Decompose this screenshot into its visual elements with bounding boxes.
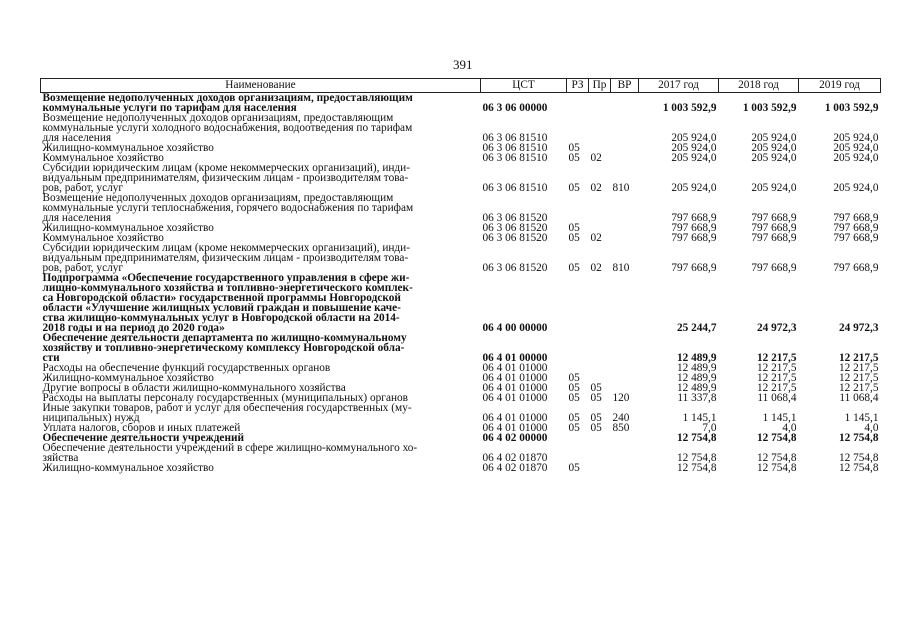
row-value-2017: 12 754,8 — [676, 462, 717, 474]
row-value-2019: 4,0 — [864, 422, 879, 434]
row-pr — [589, 93, 611, 113]
row-value-2019: 797 668,9 — [833, 262, 879, 274]
row-name-line: Возмещение недополученных доходов организациям, предоставляющим — [42, 92, 413, 104]
table-row — [41, 113, 881, 143]
row-value-2017: 12 754,8 — [676, 452, 717, 464]
row-pr — [589, 443, 611, 463]
row-vr — [611, 113, 639, 143]
row-pr — [589, 333, 611, 363]
row-value-2019: 24 972,3 — [838, 322, 879, 334]
budget-table — [40, 78, 881, 473]
row-value-2017: 205 924,0 — [671, 142, 717, 154]
row-value-2017: 1 003 592,9 — [662, 102, 717, 114]
row-name-line: 2018 годы и на период до 2020 года» — [42, 322, 225, 334]
row-name — [41, 193, 481, 223]
row-value-2019: 12 217,5 — [838, 382, 879, 394]
row-value-2018: 1 003 592,9 — [742, 102, 797, 114]
column-header-2018: 2018 год — [719, 79, 799, 93]
row-pr — [589, 433, 611, 443]
row-cst: 06 3 06 81510 — [482, 182, 548, 194]
row-value-2018: 797 668,9 — [751, 222, 797, 234]
row-vr — [611, 193, 639, 223]
row-name-line: ства жилищно-коммунальных услуг в Новгородской области на 2014- — [42, 312, 400, 324]
table-row — [41, 333, 881, 363]
table-row — [41, 243, 881, 273]
row-vr: 810 — [612, 182, 630, 194]
row-pr — [589, 463, 611, 473]
table-body — [41, 93, 881, 474]
row-pr: 02 — [590, 262, 602, 274]
row-name — [41, 403, 481, 423]
row-name — [41, 463, 481, 473]
row-pr: 05 — [590, 412, 602, 424]
row-pr — [589, 113, 611, 143]
column-header-2017: 2017 год — [639, 79, 719, 93]
row-value-2018: 12 217,5 — [756, 372, 797, 384]
column-header-cst: ЦСТ — [481, 79, 567, 93]
row-value-2018: 1 145,1 — [762, 412, 797, 424]
row-rz: 05 — [568, 152, 580, 164]
row-rz: 05 — [568, 462, 580, 474]
row-cst: 06 4 00 00000 — [482, 322, 548, 334]
row-value-2017: 12 489,9 — [676, 352, 717, 364]
row-vr — [611, 433, 639, 443]
row-pr: 02 — [590, 232, 602, 244]
row-value-2019: 797 668,9 — [833, 222, 879, 234]
column-header-2019: 2019 год — [799, 79, 881, 93]
row-pr — [589, 363, 611, 373]
row-name-line: Коммунальное хозяйство — [42, 232, 164, 244]
row-value-2017: 797 668,9 — [671, 212, 717, 224]
row-cst: 06 4 01 01000 — [482, 412, 548, 424]
row-value-2018: 12 217,5 — [756, 352, 797, 364]
row-vr — [611, 93, 639, 113]
row-cst: 06 4 01 01000 — [482, 392, 548, 404]
row-value-2018: 205 924,0 — [751, 182, 797, 194]
row-name — [41, 163, 481, 193]
row-name-line: Обеспечение деятельности учреждений в сфере жилищно-коммунального хо- — [42, 442, 418, 454]
row-value-2017: 797 668,9 — [671, 262, 717, 274]
row-rz: 05 — [568, 182, 580, 194]
row-name-line: Субсидии юридическим лицам (кроме некоммерческих организаций), инди- — [42, 162, 410, 174]
row-name-line: для населения — [42, 212, 112, 224]
row-value-2017: 797 668,9 — [671, 222, 717, 234]
row-rz: 05 — [568, 232, 580, 244]
row-vr — [611, 153, 639, 163]
row-vr: 240 — [612, 412, 630, 424]
column-header-name: Наименование — [41, 79, 481, 93]
row-name-line: Жилищно-коммунальное хозяйство — [42, 142, 214, 154]
row-value-2018: 205 924,0 — [751, 142, 797, 154]
row-name-line: Коммунальное хозяйство — [42, 152, 164, 164]
row-name-line: видуальным предпринимателям, физическим лицам - производителям това- — [42, 252, 409, 264]
row-value-2017: 12 489,9 — [676, 372, 717, 384]
column-header-rz: РЗ — [567, 79, 589, 93]
row-value-2017: 12 489,9 — [676, 362, 717, 374]
row-name — [41, 113, 481, 143]
row-vr — [611, 363, 639, 373]
row-value-2018: 797 668,9 — [751, 232, 797, 244]
row-rz — [567, 433, 589, 443]
row-name-line: ров, работ, услуг — [42, 182, 124, 194]
row-value-2018: 11 068,4 — [757, 392, 797, 404]
row-cst: 06 4 02 01870 — [482, 462, 548, 474]
row-cst: 06 3 06 81520 — [482, 262, 548, 274]
row-name-line: Расходы на обеспечение функций государственных органов — [42, 362, 331, 374]
row-value-2019: 1 003 592,9 — [824, 102, 879, 114]
row-cst: 06 3 06 81520 — [482, 232, 548, 244]
row-vr — [611, 233, 639, 243]
row-name-line: Возмещение недополученных доходов организациям, предоставляющим — [42, 192, 394, 204]
row-rz: 05 — [568, 412, 580, 424]
row-rz: 05 — [568, 222, 580, 234]
row-value-2018: 4,0 — [782, 422, 797, 434]
row-name-line: хозяйству и топливно-энергетическому комплексу Новгородской обла- — [42, 342, 405, 354]
row-value-2019: 797 668,9 — [833, 212, 879, 224]
row-name-line: Подпрограмма «Обеспечение государственного управления в сфере жи- — [42, 272, 410, 284]
row-cst: 06 3 06 81520 — [482, 222, 548, 234]
row-vr — [611, 223, 639, 233]
row-rz: 05 — [568, 392, 580, 404]
row-name-line: для населения — [42, 132, 112, 144]
row-rz: 05 — [568, 262, 580, 274]
row-value-2019: 11 068,4 — [839, 392, 879, 404]
row-pr — [589, 193, 611, 223]
row-value-2017: 11 337,8 — [677, 392, 717, 404]
row-value-2018: 797 668,9 — [751, 262, 797, 274]
row-value-2017: 797 668,9 — [671, 232, 717, 244]
row-name-line: Другие вопросы в области жилищно-коммунального хозяйства — [42, 382, 346, 394]
row-value-2019: 205 924,0 — [833, 182, 879, 194]
row-vr — [611, 143, 639, 153]
row-cst: 06 3 06 81510 — [482, 142, 548, 154]
row-value-2019: 12 754,8 — [838, 432, 879, 444]
row-name-line: коммунальные услуги теплоснабжения, горячего водоснабжения по тарифам — [42, 202, 414, 214]
row-name-line: Возмещение недополученных доходов организациям, предоставляющим — [42, 112, 394, 124]
row-vr — [611, 373, 639, 383]
row-vr: 810 — [612, 262, 630, 274]
row-pr: 05 — [590, 382, 602, 394]
page-number: 391 — [453, 57, 473, 72]
row-rz — [567, 193, 589, 223]
row-rz — [567, 113, 589, 143]
row-value-2019: 205 924,0 — [833, 132, 879, 144]
row-name-line: видуальным предпринимателям, физическим лицам - производителям това- — [42, 172, 409, 184]
row-name-line: области «Улучшение жилищных условий граждан и повышение каче- — [42, 302, 401, 314]
row-value-2018: 797 668,9 — [751, 212, 797, 224]
row-name-line: лищно-коммунального хозяйства и топливно-энергетического комплек- — [42, 282, 413, 294]
table-header — [41, 79, 881, 93]
column-header-vr: ВР — [611, 79, 639, 93]
row-rz — [567, 93, 589, 113]
row-rz — [567, 443, 589, 463]
row-value-2019: 12 217,5 — [838, 352, 879, 364]
row-value-2018: 24 972,3 — [756, 322, 797, 334]
row-name-line: ниципальных) нужд — [42, 412, 140, 424]
row-cst: 06 4 01 01000 — [482, 362, 548, 374]
row-value-2018: 12 754,8 — [756, 462, 797, 474]
row-rz: 05 — [568, 422, 580, 434]
row-name-line: Жилищно-коммунальное хозяйство — [42, 222, 214, 234]
column-header-pr: Пр — [589, 79, 611, 93]
row-cst: 06 3 06 81510 — [482, 132, 548, 144]
row-name-line: зяйства — [42, 452, 79, 464]
row-value-2017: 1 145,1 — [682, 412, 717, 424]
row-rz: 05 — [568, 382, 580, 394]
row-vr — [611, 333, 639, 363]
row-value-2018: 205 924,0 — [751, 152, 797, 164]
row-value-2017: 12 489,9 — [676, 382, 717, 394]
row-name — [41, 243, 481, 273]
row-value-2017: 25 244,7 — [676, 322, 717, 334]
row-value-2018: 12 754,8 — [756, 432, 797, 444]
row-value-2017: 205 924,0 — [671, 132, 717, 144]
row-value-2017: 7,0 — [702, 422, 717, 434]
table-row — [41, 463, 881, 473]
row-name-line: Жилищно-коммунальное хозяйство — [42, 372, 214, 384]
row-name-line: Субсидии юридическим лицам (кроме некоммерческих организаций), инди- — [42, 242, 410, 254]
row-name — [41, 273, 481, 333]
table-row — [41, 93, 881, 113]
row-value-2019: 12 754,8 — [838, 452, 879, 464]
row-cst: 06 3 06 81520 — [482, 212, 548, 224]
row-name — [41, 93, 481, 113]
row-name-line: ров, работ, услуг — [42, 262, 124, 274]
row-cst: 06 4 02 01870 — [482, 452, 548, 464]
table-row — [41, 273, 881, 333]
table-row — [41, 443, 881, 463]
row-rz: 05 — [568, 142, 580, 154]
row-name — [41, 333, 481, 363]
row-rz: 05 — [568, 372, 580, 384]
row-pr: 05 — [590, 422, 602, 434]
row-name-line: коммунальные услуги холодного водоснабжения, водоотведения по тарифам — [42, 122, 413, 134]
row-cst: 06 4 01 01000 — [482, 382, 548, 394]
row-name-line: Обеспечение деятельности учреждений — [42, 432, 244, 444]
row-value-2018: 205 924,0 — [751, 132, 797, 144]
row-pr: 02 — [590, 152, 602, 164]
row-value-2019: 12 217,5 — [838, 362, 879, 374]
row-vr — [611, 443, 639, 463]
row-value-2019: 205 924,0 — [833, 152, 879, 164]
row-value-2018: 12 217,5 — [756, 382, 797, 394]
row-value-2019: 12 754,8 — [838, 462, 879, 474]
row-name — [41, 443, 481, 463]
row-name-line: са Новгородской области» государственной программы Новгородской — [42, 292, 401, 304]
row-value-2018: 12 217,5 — [756, 362, 797, 374]
row-vr: 850 — [612, 422, 630, 434]
row-name-line: коммунальные услуги по тарифам для населения — [42, 102, 297, 114]
row-vr — [611, 273, 639, 333]
row-value-2019: 12 217,5 — [838, 372, 879, 384]
row-value-2017: 12 754,8 — [676, 432, 717, 444]
row-name-line: Иные закупки товаров, работ и услуг для обеспечения государственных (му- — [42, 402, 412, 414]
row-cst: 06 4 01 01000 — [482, 372, 548, 384]
row-value-2017: 205 924,0 — [671, 152, 717, 164]
row-pr — [589, 273, 611, 333]
row-value-2019: 205 924,0 — [833, 142, 879, 154]
row-cst: 06 3 06 81510 — [482, 152, 548, 164]
row-value-2019: 797 668,9 — [833, 232, 879, 244]
row-pr: 02 — [590, 182, 602, 194]
row-value-2019: 1 145,1 — [844, 412, 879, 424]
row-name-line: Уплата налогов, сборов и иных платежей — [42, 422, 241, 434]
row-value-2017: 205 924,0 — [671, 182, 717, 194]
row-name-line: Расходы на выплаты персоналу государственных (муниципальных) органов — [42, 392, 408, 404]
row-value-2018: 12 754,8 — [756, 452, 797, 464]
row-pr: 05 — [590, 392, 602, 404]
table-row — [41, 193, 881, 223]
row-cst: 06 4 02 00000 — [482, 432, 548, 444]
row-cst: 06 4 01 00000 — [482, 352, 548, 364]
row-vr — [611, 463, 639, 473]
row-vr: 120 — [612, 392, 630, 404]
row-name-line: сти — [42, 352, 60, 364]
row-cst: 06 3 06 00000 — [482, 102, 548, 114]
row-name-line: Обеспечение деятельности департамента по жилищно-коммунальному — [42, 332, 407, 344]
row-rz — [567, 273, 589, 333]
table-row — [41, 163, 881, 193]
row-cst: 06 4 01 01000 — [482, 422, 548, 434]
row-name-line: Жилищно-коммунальное хозяйство — [42, 462, 214, 474]
table-row — [41, 403, 881, 423]
row-rz — [567, 333, 589, 363]
